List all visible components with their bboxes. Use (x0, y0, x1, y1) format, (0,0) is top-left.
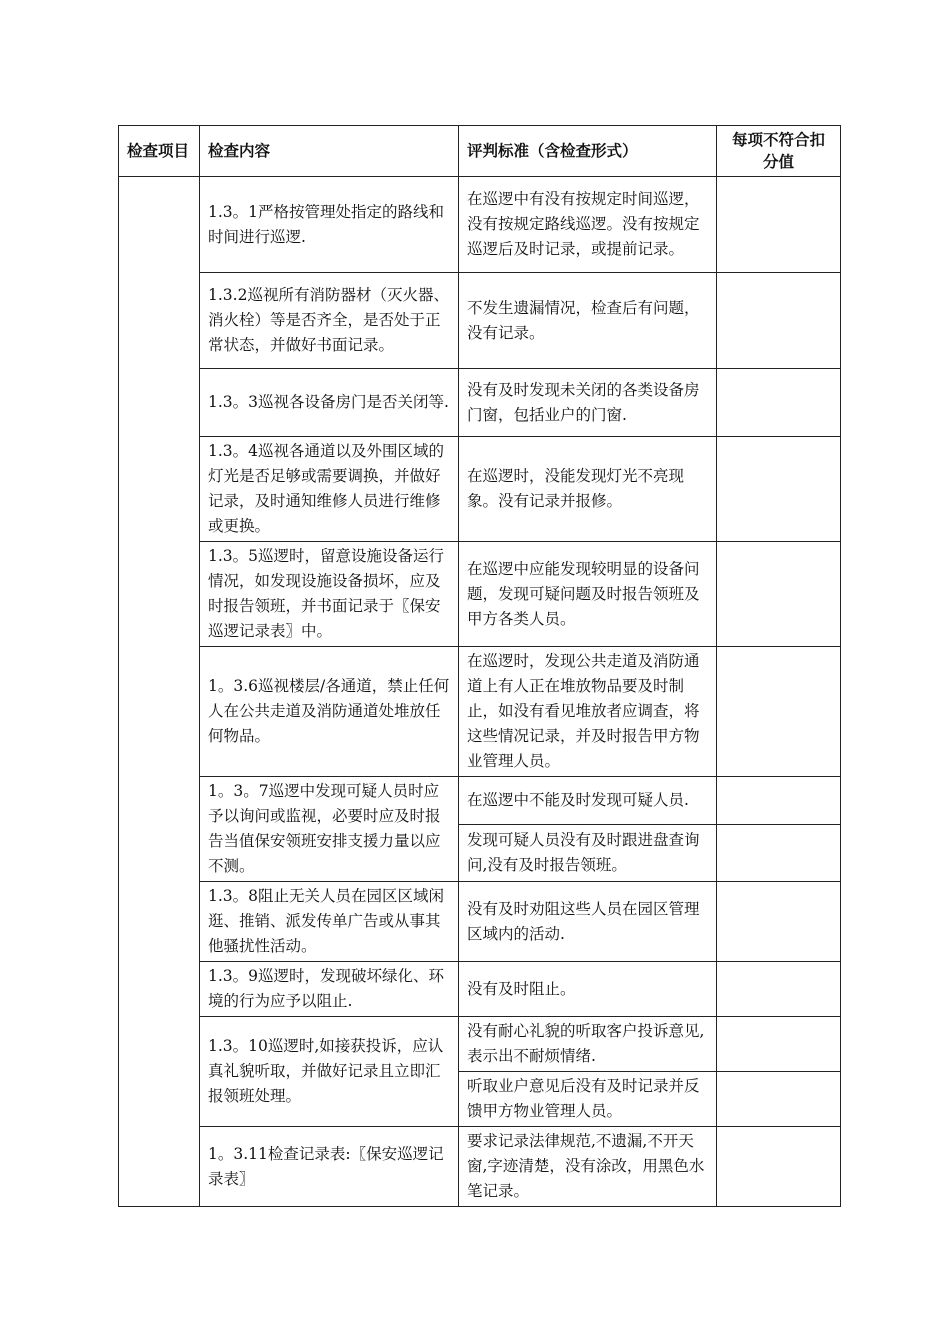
content-cell: 1。3.6巡视楼层/各通道，禁止任何人在公共走道及消防通道处堆放任何物品。 (200, 647, 459, 777)
content-cell: 1.3。3巡视各设备房门是否关闭等. (200, 369, 459, 437)
deduction-cell (717, 542, 841, 647)
standard-cell: 在巡逻中应能发现较明显的设备问题，发现可疑问题及时报告领班及甲方各类人员。 (459, 542, 717, 647)
table-row (119, 1127, 841, 1207)
deduction-cell (717, 824, 841, 881)
header-content: 检查内容 (200, 126, 459, 177)
deduction-cell (717, 1072, 841, 1127)
standard-cell: 没有及时发现未关闭的各类设备房门窗，包括业户的门窗. (459, 369, 717, 437)
deduction-cell (717, 369, 841, 437)
item-cell (119, 177, 200, 1207)
table-row (119, 882, 841, 962)
deduction-cell (717, 1017, 841, 1072)
table-row (119, 962, 841, 1017)
table-row (119, 1017, 841, 1072)
table-header-row (119, 126, 841, 177)
content-cell: 1.3。1严格按管理处指定的路线和时间进行巡逻. (200, 177, 459, 273)
deduction-cell (717, 882, 841, 962)
standard-cell: 在巡逻时，发现公共走道及消防通道上有人正在堆放物品要及时制止，如没有看见堆放者应调查，将这些情况记录，并及时报告甲方物业管理人员。 (459, 647, 717, 777)
standard-cell: 要求记录法律规范,不遗漏,不开天窗,字迹清楚，没有涂改，用黑色水笔记录。 (459, 1127, 717, 1207)
deduction-cell (717, 273, 841, 369)
content-cell: 1。3。7巡逻中发现可疑人员时应予以询问或监视，必要时应及时报告当值保安领班安排支援力量以应不测。 (200, 777, 459, 882)
standard-cell: 在巡逻中不能及时发现可疑人员. (459, 777, 717, 825)
deduction-cell (717, 962, 841, 1017)
standard-cell: 在巡逻中有没有按规定时间巡逻，没有按规定路线巡逻。没有按规定巡逻后及时记录，或提前记录。 (459, 177, 717, 273)
content-cell: 1.3.2巡视所有消防器材（灭火器、消火栓）等是否齐全，是否处于正常状态，并做好书面记录。 (200, 273, 459, 369)
deduction-cell (717, 1127, 841, 1207)
standard-cell: 在巡逻时，没能发现灯光不亮现象。没有记录并报修。 (459, 437, 717, 542)
content-cell: 1.3。5巡逻时，留意设施设备运行情况，如发现设施设备损坏，应及时报告领班，并书面记录于〖保安巡逻记录表〗中。 (200, 542, 459, 647)
deduction-cell (717, 777, 841, 825)
inspection-table (118, 125, 841, 1207)
content-cell: 1.3。4巡视各通道以及外围区域的灯光是否足够或需要调换，并做好记录，及时通知维修人员进行维修或更换。 (200, 437, 459, 542)
standard-cell: 没有耐心礼貌的听取客户投诉意见,表示出不耐烦情绪. (459, 1017, 717, 1072)
table-row (119, 273, 841, 369)
deduction-cell (717, 437, 841, 542)
standard-cell: 不发生遗漏情况，检查后有问题，没有记录。 (459, 273, 717, 369)
header-standard: 评判标准（含检查形式） (459, 126, 717, 177)
table-row (119, 542, 841, 647)
table-row (119, 369, 841, 437)
table-row (119, 647, 841, 777)
deduction-cell (717, 177, 841, 273)
header-item: 检查项目 (119, 126, 200, 177)
header-deduction: 每项不符合扣分值 (717, 126, 841, 177)
content-cell: 1。3.11检查记录表:〖保安巡逻记录表〗 (200, 1127, 459, 1207)
standard-cell: 没有及时阻止。 (459, 962, 717, 1017)
table-row (119, 177, 841, 273)
table-row (119, 437, 841, 542)
deduction-cell (717, 647, 841, 777)
table-row (119, 777, 841, 825)
standard-cell: 听取业户意见后没有及时记录并反馈甲方物业管理人员。 (459, 1072, 717, 1127)
standard-cell: 发现可疑人员没有及时跟进盘查询问,没有及时报告领班。 (459, 824, 717, 881)
content-cell: 1.3。10巡逻时,如接获投诉，应认真礼貌听取，并做好记录且立即汇报领班处理。 (200, 1017, 459, 1127)
standard-cell: 没有及时劝阻这些人员在园区管理区域内的活动. (459, 882, 717, 962)
content-cell: 1.3。8阻止无关人员在园区区域闲逛、推销、派发传单广告或从事其他骚扰性活动。 (200, 882, 459, 962)
content-cell: 1.3。9巡逻时，发现破坏绿化、环境的行为应予以阻止. (200, 962, 459, 1017)
